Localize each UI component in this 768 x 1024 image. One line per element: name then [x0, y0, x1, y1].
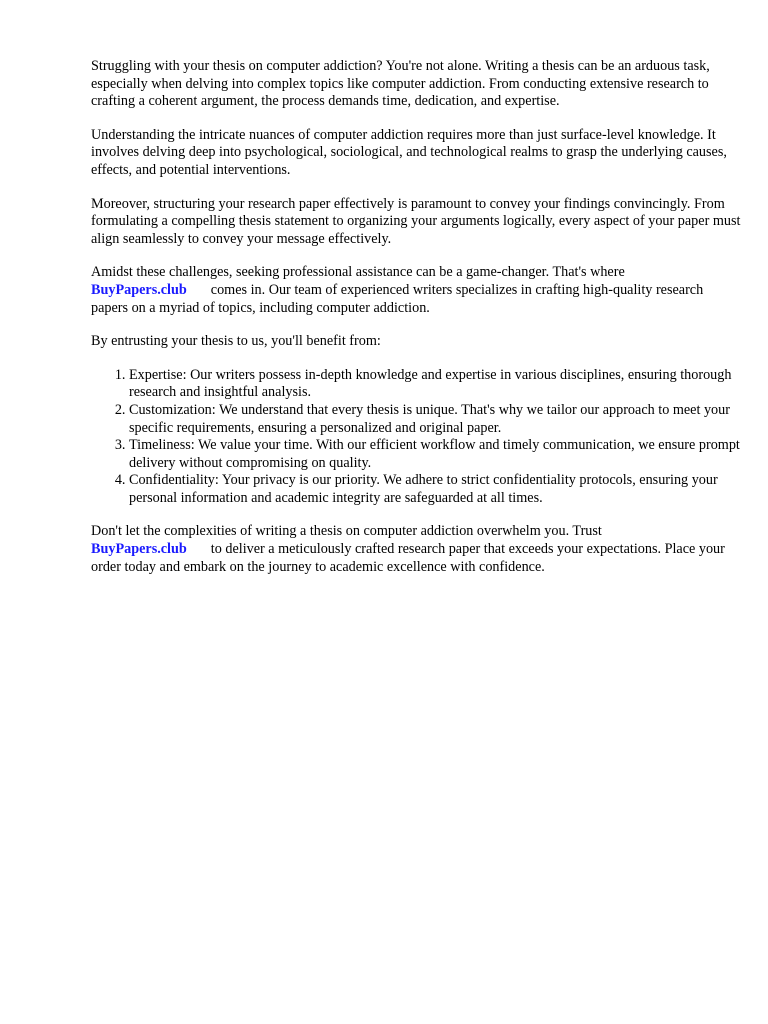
list-item: 4. Confidentiality: Your privacy is our priority. We adhere to strict confidentiality protocols, ensuring your personal information and academic integrity are safeguarded at all times. — [129, 472, 741, 507]
list-item: 3. Timeliness: We value your time. With our efficient workflow and timely communication, we ensure prompt delivery without compromising on quality. — [129, 437, 741, 472]
buypapers-link[interactable]: BuyPapers.club — [91, 281, 187, 298]
closing-text-before: Don't let the complexities of writing a thesis on computer addiction overwhelm you. Trust — [91, 523, 602, 540]
assistance-text-after: comes in. Our team of experienced writers specializes in crafting high-quality research papers on a myriad of topics, including computer addiction. — [91, 281, 704, 316]
closing-paragraph — [91, 523, 741, 576]
structuring-paragraph: Moreover, structuring your research paper effectively is paramount to convey your findings convincingly. From formulating a compelling thesis statement to organizing your arguments logically, every aspect of your paper must align seamlessly to convey your message effectively. — [91, 195, 741, 247]
buypapers-link-closing[interactable]: BuyPapers.club — [91, 541, 187, 558]
benefits-list — [91, 367, 741, 508]
intro-paragraph: Struggling with your thesis on computer addiction? You're not alone. Writing a thesis can be an arduous task, especially when delving into complex topics like computer addiction. From conducting extensive research to crafting a coherent argument, the process demands time, dedication, and expertise. — [91, 58, 710, 110]
list-item: 1. Expertise: Our writers possess in-depth knowledge and expertise in various disciplines, ensuring thorough research and insightful analysis. — [129, 367, 741, 402]
list-item: 2. Customization: We understand that every thesis is unique. That's why we tailor our approach to meet your specific requirements, ensuring a personalized and original paper. — [129, 402, 741, 437]
assistance-paragraph — [91, 264, 741, 317]
benefits-intro-paragraph: By entrusting your thesis to us, you'll benefit from: — [91, 333, 381, 350]
closing-text-after: to deliver a meticulously crafted research paper that exceeds your expectations. Place your order today and embark on the journey to academic excellence with confidence. — [91, 541, 725, 575]
understanding-paragraph: Understanding the intricate nuances of computer addiction requires more than just surface-level knowledge. It involves delving deep into psychological, sociological, and technological realms to grasp the underlying causes, effects, and potential interventions. — [91, 126, 727, 178]
assistance-text-before: Amidst these challenges, seeking professional assistance can be a game-changer. That's where — [91, 264, 625, 281]
document-body — [91, 58, 741, 592]
